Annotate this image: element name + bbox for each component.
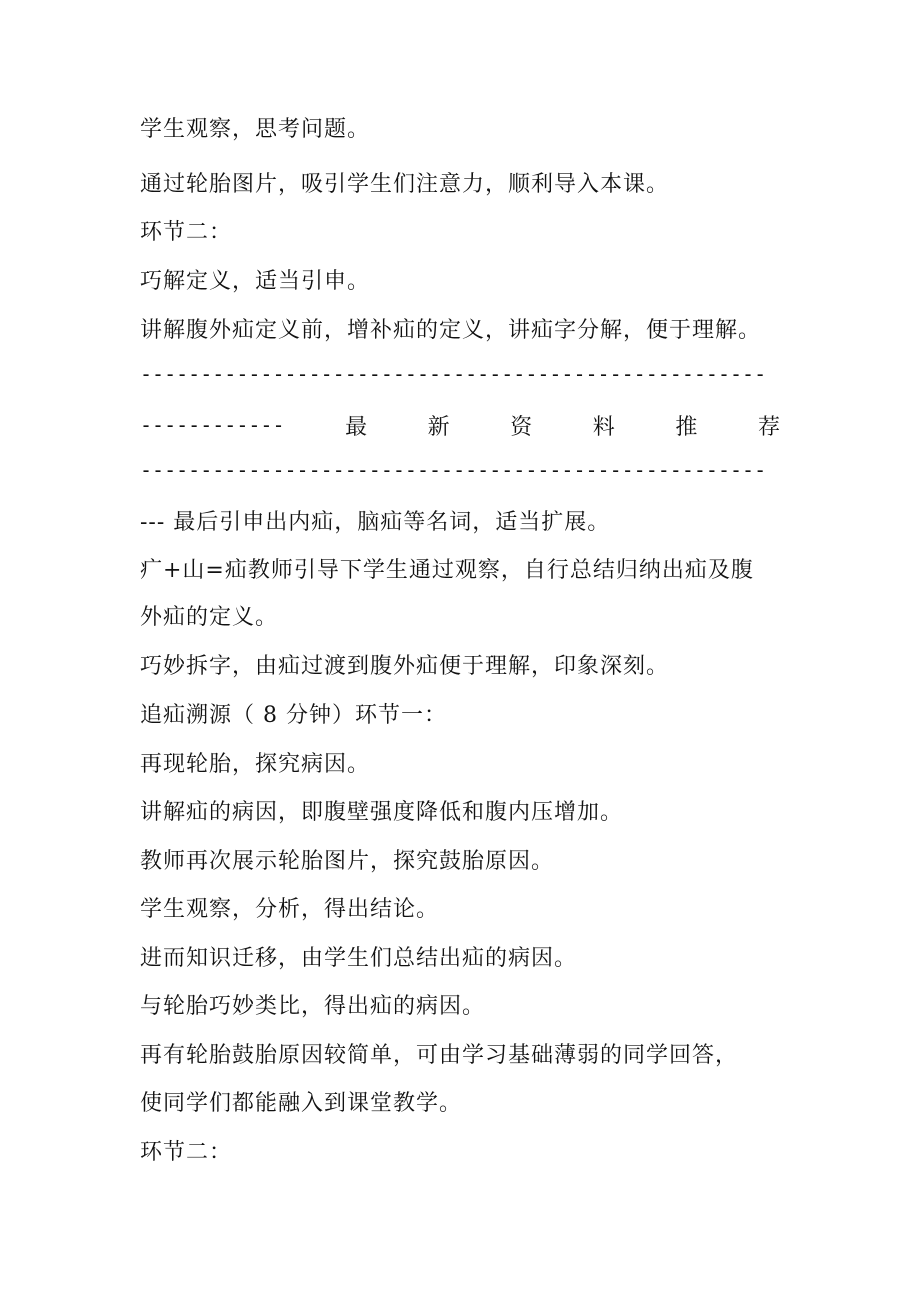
banner-char: 料: [592, 414, 615, 440]
paragraph-line: 再有轮胎鼓胎原因较简单，可由学习基础薄弱的同学回答，: [140, 1043, 739, 1068]
banner-char: 推: [675, 414, 698, 440]
paragraph-line: 教师再次展示轮胎图片，探究鼓胎原因。: [140, 849, 555, 874]
paragraph-line: 巧解定义，适当引申。: [140, 269, 371, 294]
banner-char: 最: [345, 414, 368, 440]
paragraph-line: 讲解疝的病因，即腹壁强度降低和腹内压增加。: [140, 800, 624, 825]
divider-dash-line: ----------------------------------------------------: [140, 362, 767, 386]
banner-char: 资: [510, 414, 533, 440]
paragraph-line: 外疝的定义。: [140, 605, 279, 630]
paragraph-line: 讲解腹外疝定义前，增补疝的定义，讲疝字分解，便于理解。: [140, 318, 762, 343]
paragraph-line: 环节二：: [140, 220, 233, 245]
paragraph-line: 通过轮胎图片，吸引学生们注意力，顺利导入本课。: [140, 172, 670, 197]
banner-char: 荐: [757, 414, 780, 440]
paragraph-line: 追疝溯源（ 8 分钟）环节一：: [140, 703, 447, 728]
recommend-banner: [140, 410, 780, 440]
banner-lead-dashes: ------------: [140, 413, 285, 437]
paragraph-line: 学生观察，思考问题。: [140, 117, 371, 142]
banner-char: 新: [427, 414, 450, 440]
paragraph-line: 巧妙拆字，由疝过渡到腹外疝便于理解，印象深刻。: [140, 654, 670, 679]
divider-dash-line: ----------------------------------------------------: [140, 458, 767, 482]
paragraph-line: --- 最后引申出内疝，脑疝等名词，适当扩展。: [140, 510, 611, 535]
paragraph-line: 进而知识迁移，由学生们总结出疝的病因。: [140, 946, 578, 971]
paragraph-line: 再现轮胎，探究病因。: [140, 752, 371, 777]
paragraph-line: 环节二：: [140, 1140, 233, 1165]
paragraph-line: 使同学们都能融入到课堂教学。: [140, 1091, 463, 1116]
paragraph-line: 与轮胎巧妙类比，得出疝的病因。: [140, 994, 486, 1019]
paragraph-line: 学生观察，分析，得出结论。: [140, 897, 440, 922]
paragraph-line: 疒+山=疝教师引导下学生通过观察，自行总结归纳出疝及腹: [140, 558, 754, 583]
